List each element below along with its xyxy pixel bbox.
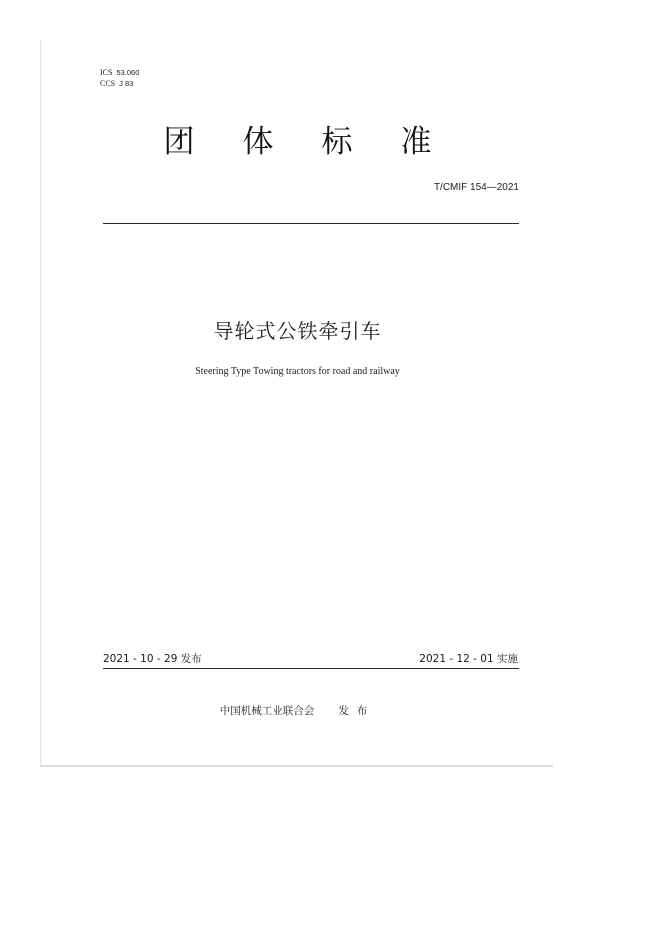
header-divider: [103, 223, 519, 224]
ccs-label: CCS: [100, 79, 116, 88]
document-title-english: Steering Type Towing tractors for road and railway: [195, 366, 400, 377]
ccs-code: J 83: [119, 79, 134, 88]
implementation-date: 2021 - 12 - 01 实施: [419, 653, 518, 665]
footer-divider: [103, 668, 519, 669]
ccs-classification: [100, 78, 133, 89]
publisher-line: [41, 704, 554, 718]
publish-action: 发布: [338, 705, 376, 717]
standard-number: T/CMIF 154—2021: [433, 182, 519, 193]
issue-date: 2021 - 10 - 29 发布: [103, 653, 202, 665]
publisher-name: 中国机械工业联合会: [219, 705, 315, 717]
document-title-chinese: 导轮式公铁牵引车: [213, 319, 382, 343]
ics-label: ICS: [100, 68, 113, 77]
ics-classification: [100, 67, 139, 78]
standard-type-heading: 团体标准: [163, 124, 480, 160]
ics-code: 53.060: [116, 68, 140, 77]
document-page: [40, 40, 553, 767]
